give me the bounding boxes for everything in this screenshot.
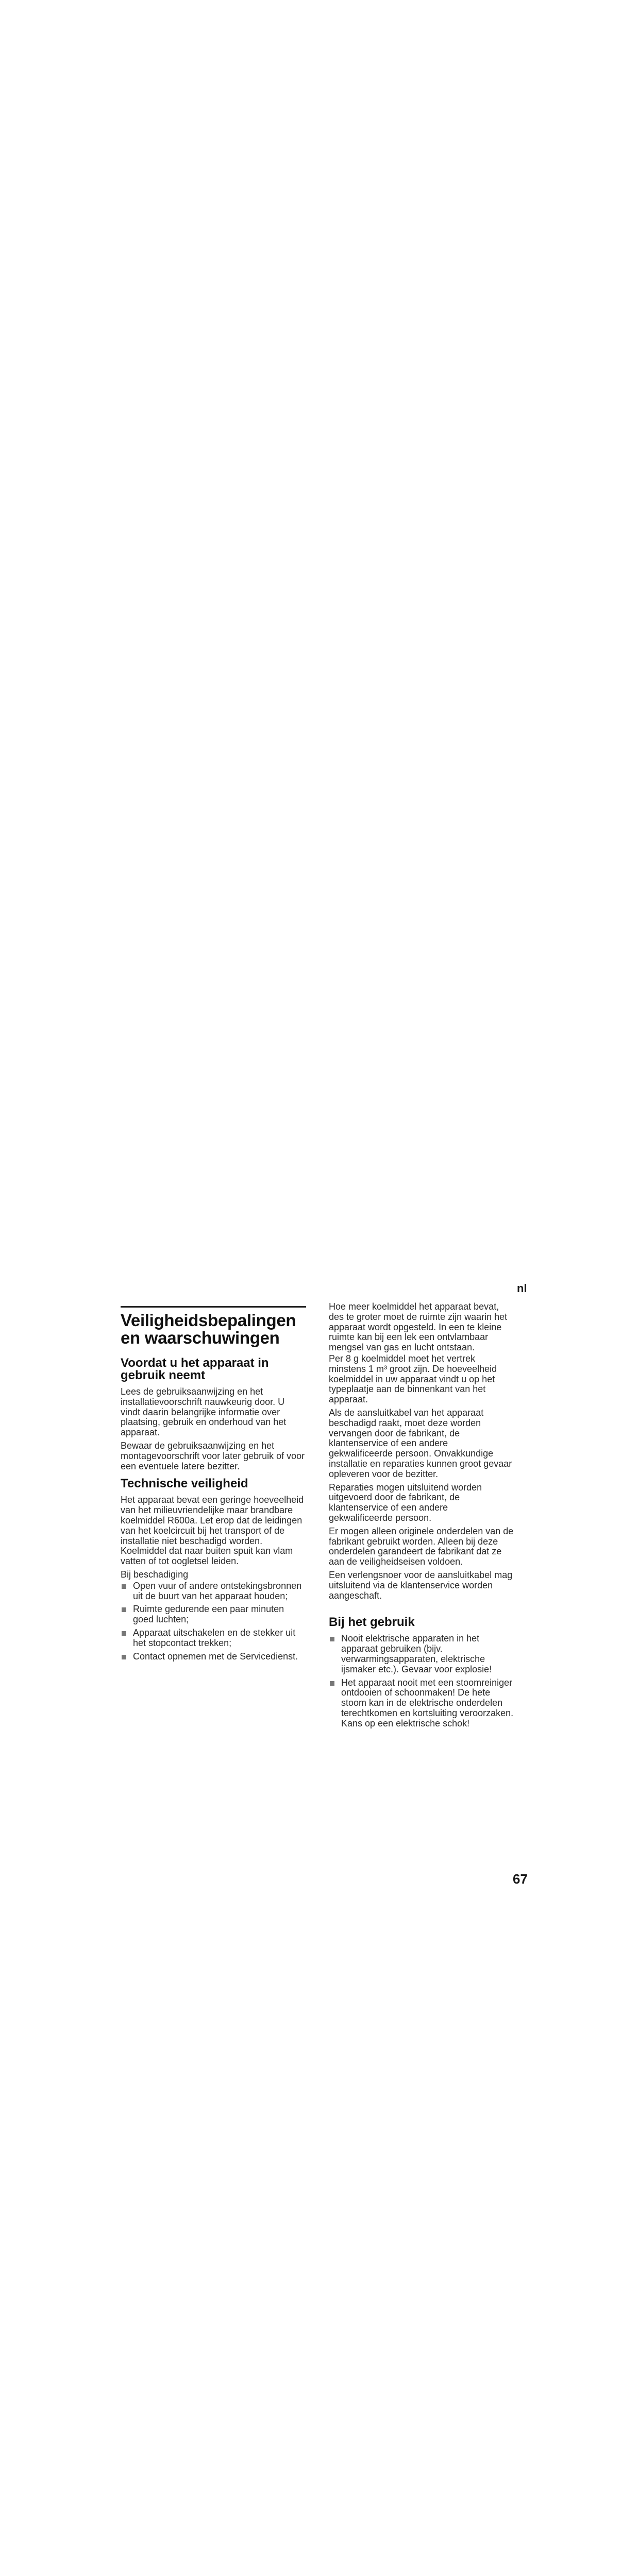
paragraph: Een verlengsnoer voor de aansluitkabel mag uitsluitend via de klantenservice worden aangeschaft. — [329, 1569, 513, 1601]
bullet-square-icon — [122, 1655, 126, 1659]
bullet-square-icon — [330, 1637, 334, 1641]
list-item — [121, 1652, 306, 1662]
paragraph: Het apparaat bevat een geringe hoeveelheid van het milieuvriendelijke maar brandbare koelmiddel R600a. Let erop dat de leidingen van het koelcircuit bij het transport of de installatie niet beschadigd worden. Koelmiddel dat naar buiten spuit kan vlam vatten of tot oogletsel leiden. — [121, 1495, 304, 1567]
language-code: nl — [517, 1282, 527, 1295]
paragraph: Bij beschadiging — [121, 1569, 189, 1580]
use-warnings-list — [329, 1634, 514, 1728]
paragraph: Hoe meer koelmiddel het apparaat bevat, des te groter moet de ruimte zijn waarin het apparaat wordt opgesteld. In een te kleine ruimte kan bij een lek een ontvlambaar mengsel van gas en lucht ontstaan. — [329, 1301, 508, 1353]
paragraph: Lees de gebruiksaanwijzing en het installatievoorschrift nauwkeurig door. U vindt daarin belangrijke informatie over plaatsing, gebruik en onderhoud van het apparaat. — [121, 1386, 287, 1438]
list-item — [121, 1604, 306, 1625]
section-heading-before-use: Voordat u het apparaat in gebruik neemt — [121, 1356, 269, 1382]
list-item-text: Het apparaat nooit met een stoomreiniger ontdooien of schoonmaken! De hete stoom kan in de elektrische onderdelen terechtkomen en kortsluiting veroorzaken. Kans op een elektrische schok! — [341, 1677, 514, 1728]
list-item — [121, 1628, 306, 1649]
damage-list — [121, 1581, 306, 1662]
left-column — [121, 1306, 306, 1665]
paragraph: Bewaar de gebruiksaanwijzing en het montagevoorschrift voor later gebruik of voor een eventuele latere bezitter. — [121, 1440, 305, 1471]
title-rule — [121, 1306, 306, 1308]
paragraph: Reparaties mogen uitsluitend worden uitgevoerd door de fabrikant, de klantenservice of een andere gekwalificeerde persoon. — [329, 1482, 482, 1523]
paragraph: Per 8 g koelmiddel moet het vertrek minstens 1 m³ groot zijn. De hoeveelheid koelmiddel in uw apparaat vindt u op het typeplaatje aan de binnenkant van het apparaat. — [329, 1353, 497, 1405]
bullet-square-icon — [122, 1631, 126, 1636]
section-heading-technical-safety: Technische veiligheid — [121, 1477, 248, 1491]
list-item-text: Apparaat uitschakelen en de stekker uit het stopcontact trekken; — [133, 1627, 296, 1648]
page-title: Veiligheidsbepalingen en waarschuwingen — [121, 1311, 296, 1347]
right-column — [329, 1302, 514, 1732]
list-item-text: Open vuur of andere ontstekingsbronnen uit de buurt van het apparaat houden; — [133, 1580, 302, 1601]
bullet-square-icon — [122, 1607, 126, 1612]
page-number: 67 — [513, 1871, 528, 1887]
list-item — [121, 1581, 306, 1602]
list-item-text: Contact opnemen met de Servicedienst. — [133, 1651, 298, 1662]
list-item — [329, 1678, 514, 1729]
bullet-square-icon — [330, 1681, 334, 1686]
list-item — [329, 1634, 514, 1674]
bullet-square-icon — [122, 1584, 126, 1589]
section-heading-during-use: Bij het gebruik — [329, 1615, 415, 1630]
paragraph: Als de aansluitkabel van het apparaat beschadigd raakt, moet deze worden vervangen door de fabrikant, de klantenservice of een andere gekwalificeerde persoon. Onvakkundige installatie en reparaties kunnen groot gevaar opleveren voor de bezitter. — [329, 1407, 512, 1479]
paragraph: Er mogen alleen originele onderdelen van de fabrikant gebruikt worden. Alleen bij deze onderdelen garandeert de fabrikant dat ze aan de veiligheidseisen voldoen. — [329, 1526, 514, 1567]
list-item-text: Ruimte gedurende een paar minuten goed luchten; — [133, 1604, 284, 1625]
list-item-text: Nooit elektrische apparaten in het apparaat gebruiken (bijv. verwarmingsapparaten, elektrische ijsmaker etc.). Gevaar voor explosie! — [341, 1633, 492, 1674]
